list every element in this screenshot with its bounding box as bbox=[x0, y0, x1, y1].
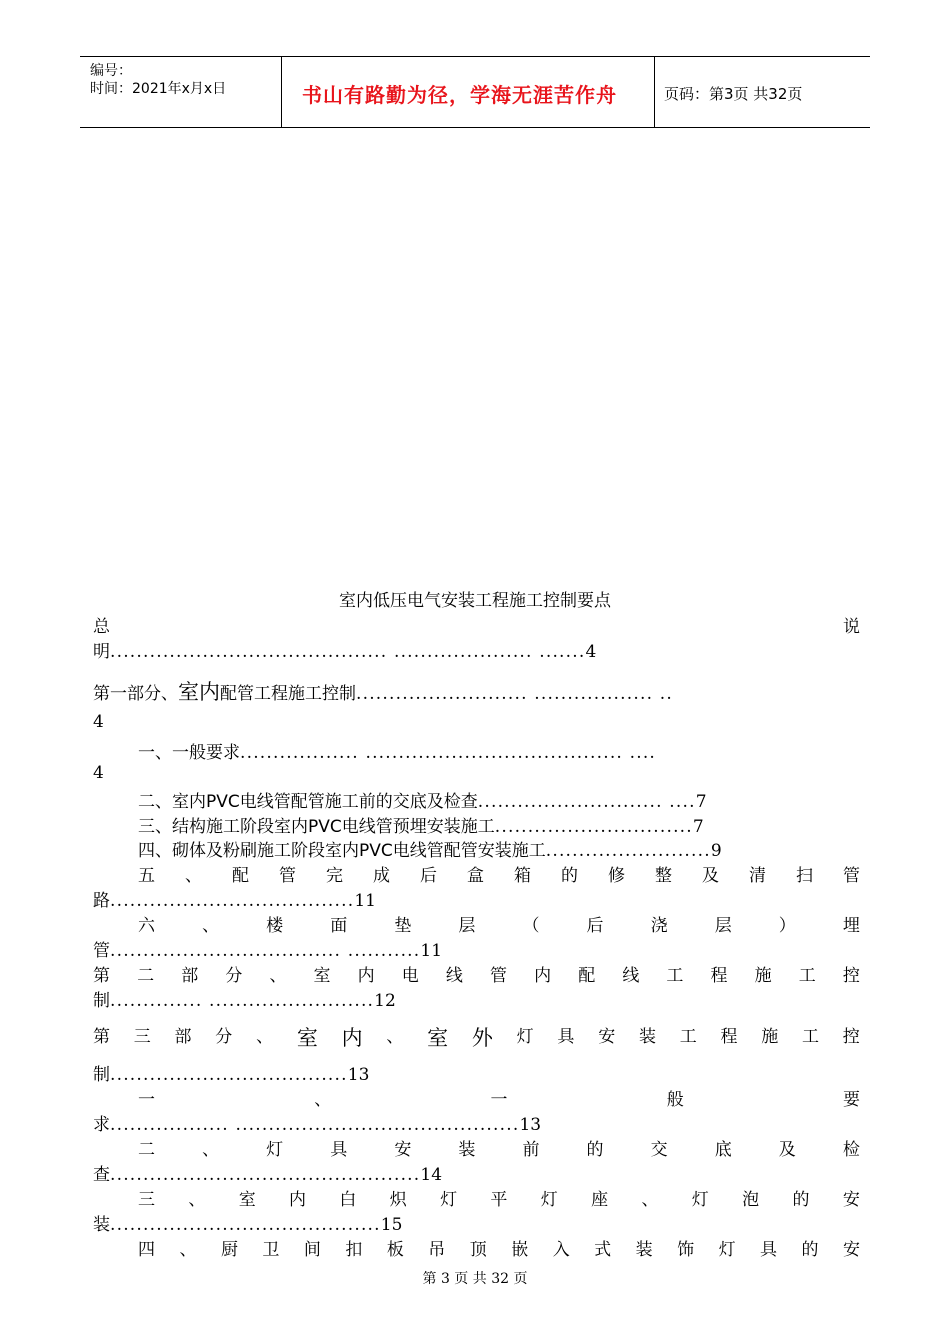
toc-page: 4 bbox=[93, 712, 104, 732]
toc-entry: 第 二 部 分 、 室 内 电 线 管 内 配 线 工 程 施 工 控 bbox=[93, 966, 860, 986]
time-label: 时间：2021年x月x日 bbox=[90, 81, 227, 97]
motto-text: 书山有路勤为径，学海无涯苦作舟 bbox=[302, 83, 617, 107]
page-info: 页码：第3页 共32页 bbox=[664, 85, 803, 103]
toc-entry: 六 、 楼 面 垫 层 （ 后 浇 层 ） 埋 bbox=[138, 916, 860, 936]
toc-entry-cont: 管................................... ...........11 bbox=[93, 941, 443, 961]
toc-page: 4 bbox=[585, 642, 597, 662]
toc-entry: 三、结构施工阶段室内PVC电线管预埋安装施工..............................7 bbox=[138, 817, 704, 837]
toc-text-part: 说 bbox=[843, 617, 860, 637]
page-footer: 第 3 页 共 32 页 bbox=[422, 1271, 528, 1287]
toc-entry: 二 、 灯 具 安 装 前 的 交 底 及 检 bbox=[138, 1140, 860, 1160]
toc-entry: 三 、 室 内 白 炽 灯 平 灯 座 、 灯 泡 的 安 bbox=[138, 1190, 860, 1210]
code-label: 编号： bbox=[90, 63, 132, 79]
toc-entry: 四 、 厨 卫 间 扣 板 吊 顶 嵌 入 式 装 饰 灯 具 的 安 bbox=[138, 1240, 860, 1260]
toc-entry: 第一部分、室内配管工程施工控制.......................... .................. .. bbox=[93, 680, 673, 704]
header-divider bbox=[654, 57, 655, 127]
toc-entry: 二、室内PVC电线管配管施工前的交底及检查............................ ....7 bbox=[138, 792, 707, 812]
toc-page: 4 bbox=[93, 763, 104, 783]
toc-entry: 第 三 部 分 、 室 内 、 室 外 灯 具 安 装 工 程 施 工 控 bbox=[93, 1026, 860, 1050]
toc-entry: 一、一般要求.................. ....................................... .... bbox=[138, 743, 657, 763]
toc-entry-cont: 装.........................................15 bbox=[93, 1215, 403, 1235]
toc-entry-cont: 路.....................................11 bbox=[93, 891, 376, 911]
toc-text-part: 总 bbox=[93, 617, 110, 637]
toc-entry bbox=[93, 612, 860, 637]
toc-entry: 一 、 一 般 要 bbox=[138, 1090, 860, 1110]
header-divider bbox=[281, 57, 282, 127]
toc-entry: 五 、 配 管 完 成 后 盒 箱 的 修 整 及 清 扫 管 bbox=[138, 866, 860, 886]
toc-entry-cont: 制....................................13 bbox=[93, 1065, 370, 1085]
toc-entry: 四、砌体及粉刷施工阶段室内PVC电线管配管安装施工.........................9 bbox=[138, 841, 722, 861]
document-title: 室内低压电气安装工程施工控制要点 bbox=[339, 591, 611, 611]
toc-entry-cont: 明.......................................... ..................... .......4 bbox=[93, 642, 597, 662]
toc-entry-cont: 制.............. .........................12 bbox=[93, 991, 396, 1011]
toc-entry-cont: 求.................. ...........................................13 bbox=[93, 1115, 542, 1135]
toc-entry-cont: 查...............................................14 bbox=[93, 1165, 443, 1185]
